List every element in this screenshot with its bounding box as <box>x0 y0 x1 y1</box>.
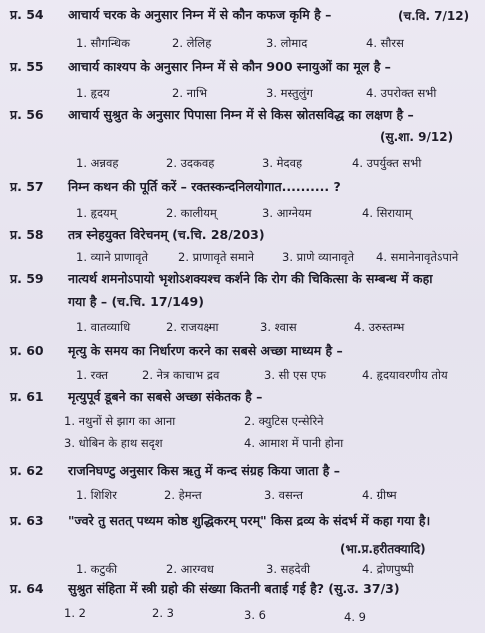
option-4: 4. समानेनावृतेऽपाने <box>376 250 459 264</box>
question-number: प्र. 55 <box>10 59 44 74</box>
option-1: 1. शिशिर <box>76 488 117 502</box>
question-number: प्र. 62 <box>10 463 44 478</box>
option-3: 3. मेदवह <box>262 156 303 170</box>
question-reference: (सु.शा. 9/12) <box>380 130 454 144</box>
option-2: 2. उदकवह <box>166 156 215 170</box>
question-text: तत्र स्नेहयुक्त विरेचनम् (च.चि. 28/203) <box>68 227 265 242</box>
option-3: 3. 6 <box>244 608 266 622</box>
option-4: 4. उपरोक्त सभी <box>366 86 437 100</box>
option-3: 3. सी एस एफ <box>264 368 327 382</box>
option-2: 2. क्युटिस एन्सेरिने <box>244 414 324 428</box>
question-text: नात्यर्थ शमनोऽपायो भृशोऽशक्यश्च कर्शने कि रोग की चिकित्सा के सम्बन्ध में कहा <box>68 271 433 286</box>
question-number: प्र. 54 <box>10 7 44 22</box>
option-1: 1. वातव्याधि <box>76 320 131 334</box>
option-3: 3. धोबिन के हाथ सदृश <box>64 436 163 450</box>
option-1: 1. हृदयम् <box>76 206 117 220</box>
option-4: 4. 9 <box>344 610 366 624</box>
option-4: 4. ग्रीष्म <box>362 488 397 502</box>
question-text: "ज्वरे तु सतत् पथ्यम कोष्ठ शुद्धिकरम् परम्" किस द्रव्य के संदर्भ में कहा गया है। <box>68 513 431 528</box>
option-1: 1. नथुनों से झाग का आना <box>64 414 176 428</box>
option-1: 1. व्याने प्राणावृते <box>76 250 149 264</box>
option-3: 3. प्राणे व्यानावृते <box>282 250 355 264</box>
question-number: प्र. 59 <box>10 271 44 286</box>
option-4: 4. द्रोणपुष्पी <box>362 562 414 576</box>
option-1: 1. सौगन्धिक <box>76 36 130 50</box>
question-number: प्र. 61 <box>10 389 44 404</box>
option-2: 2. 3 <box>152 606 174 620</box>
question-reference: (च.वि. 7/12) <box>398 9 470 23</box>
option-1: 1. हृदय <box>76 86 110 100</box>
question-text: निम्न कथन की पूर्ति करें – रक्तस्कन्दनिलयोगात.......... ? <box>68 179 341 194</box>
option-1: 1. रक्त <box>76 368 109 382</box>
question-number: प्र. 56 <box>10 107 44 122</box>
option-2: 2. हेमन्त <box>164 488 202 502</box>
option-2: 2. नेत्र काचाभ द्रव <box>142 368 220 382</box>
option-3: 3. आग्नेयम <box>262 206 312 220</box>
option-2: 2. लेलिह <box>172 36 212 50</box>
option-2: 2. कालीयम् <box>166 206 217 220</box>
question-text: आचार्य सुश्रुत के अनुसार पिपासा निम्न में से किस स्रोतसविद्ध का लक्षण है – <box>68 107 414 122</box>
question-text: आचार्य चरक के अनुसार निम्न में से कौन कफज कृमि है – <box>68 7 332 22</box>
question-text: राजनिघण्टु अनुसार किस ऋतु में कन्द संग्रह किया जाता है – <box>68 463 340 478</box>
option-1: 1. 2 <box>64 606 86 620</box>
question-number: प्र. 63 <box>10 513 44 528</box>
question-reference: (भा.प्र.हरीतक्यादि) <box>340 542 426 556</box>
option-2: 2. प्राणावृते समाने <box>178 250 255 264</box>
option-1: 1. कटुकी <box>76 562 118 576</box>
question-number: प्र. 57 <box>10 179 44 194</box>
question-text-continued: गया है – (च.चि. 17/149) <box>68 294 204 309</box>
option-2: 2. आरग्वध <box>166 562 214 576</box>
question-text: मृत्युपूर्व डूबने का सबसे अच्छा संकेतक है – <box>68 389 263 404</box>
option-3: 3. वसन्त <box>264 488 303 502</box>
question-number: प्र. 60 <box>10 343 44 358</box>
question-text: सुश्रुत संहिता में स्त्री ग्रहो की संख्या कितनी बताई गई है? (सु.उ. 37/3) <box>68 581 400 596</box>
option-3: 3. मस्तुलुंग <box>266 86 313 100</box>
question-text: आचार्य काश्यप के अनुसार निम्न में से कौन 900 स्नायुओं का मूल है – <box>68 59 391 74</box>
option-4: 4. उरुस्तम्भ <box>354 320 405 334</box>
option-3: 3. लोमाद <box>266 36 308 50</box>
option-2: 2. नाभि <box>172 86 208 100</box>
option-4: 4. आमाश में पानी होना <box>244 436 344 450</box>
option-4: 4. सौरस <box>366 36 404 50</box>
option-2: 2. राजयक्ष्मा <box>166 320 219 334</box>
option-3: 3. श्वास <box>260 320 297 334</box>
question-number: प्र. 64 <box>10 581 44 596</box>
question-text: मृत्यु के समय का निर्धारण करने का सबसे अच्छा माध्यम है – <box>68 343 343 358</box>
option-4: 4. उपर्युक्त सभी <box>352 156 422 170</box>
option-4: 4. हृदयावरणीय तोय <box>362 368 448 382</box>
option-3: 3. सहदेवी <box>266 562 310 576</box>
option-1: 1. अन्नवह <box>76 156 119 170</box>
option-4: 4. सिरायाम् <box>362 206 412 220</box>
question-number: प्र. 58 <box>10 227 44 242</box>
